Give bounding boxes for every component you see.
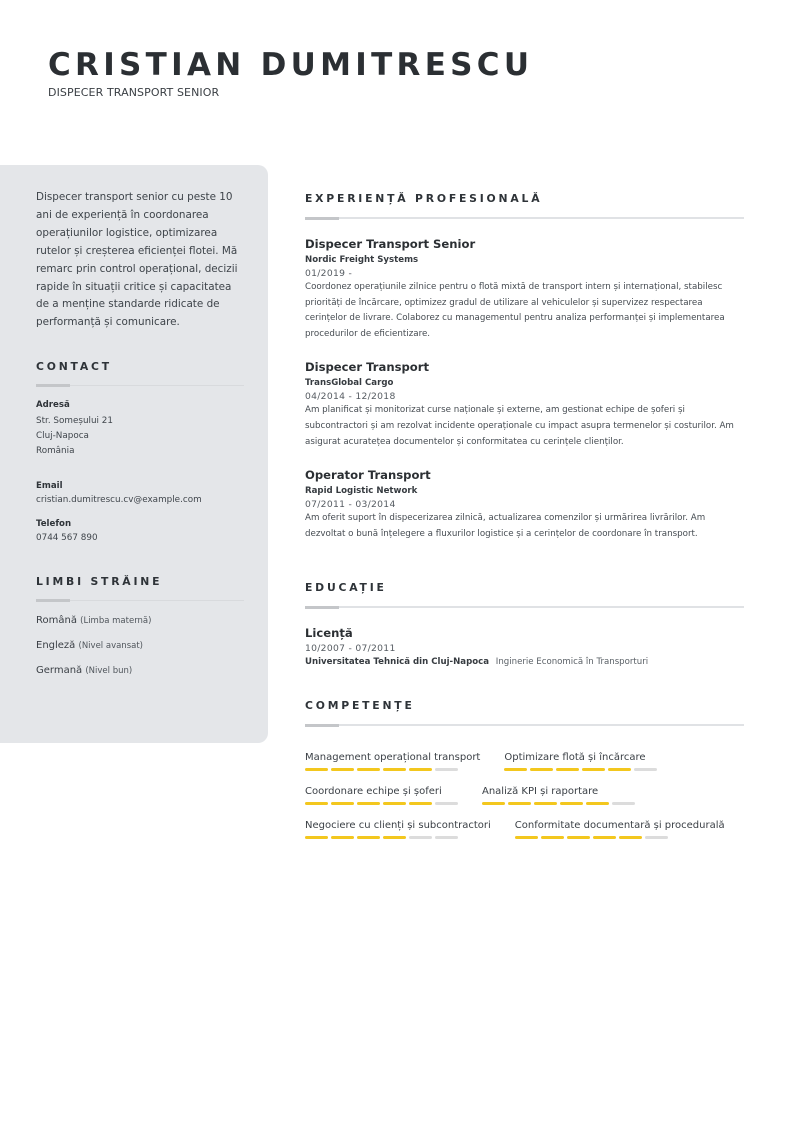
language-name: Română	[36, 615, 77, 626]
email-label: Email	[36, 481, 63, 491]
rating-segment-empty	[435, 768, 458, 771]
rating-segment-filled	[305, 802, 328, 805]
divider-accent	[305, 724, 339, 727]
rating-segment-filled	[504, 768, 527, 771]
rating-segment-filled	[409, 802, 432, 805]
skill-name: Analiză KPI și raportare	[482, 786, 599, 797]
address-line: Str. Someșului 21	[36, 416, 113, 426]
rating-segment-empty	[634, 768, 657, 771]
skill-rating	[305, 802, 458, 805]
language-level: (Limba maternă)	[80, 616, 152, 626]
job-description: Am planificat și monitorizat curse naționale și externe, am gestionat echipe de șoferi și subcontractori și am rezolvat incidente operaționale cu impact asupra termenelor și costurilor. Am asigurat acuratețea documentelor și conformitatea cu cerințele clienților.	[305, 405, 734, 447]
skill-list	[305, 752, 744, 839]
skill-item	[305, 820, 491, 839]
rating-segment-filled	[409, 768, 432, 771]
rating-segment-filled	[305, 836, 328, 839]
rating-segment-filled	[357, 768, 380, 771]
rating-segment-filled	[482, 802, 505, 805]
rating-segment-filled	[508, 802, 531, 805]
language-item	[36, 665, 244, 676]
section-divider	[305, 724, 744, 726]
job-company: Nordic Freight Systems	[305, 255, 419, 265]
rating-segment-filled	[619, 836, 642, 839]
skill-rating	[482, 802, 635, 805]
experience-heading: EXPERIENȚĂ PROFESIONALĂ	[305, 192, 543, 205]
job-dates: 07/2011 - 03/2014	[305, 499, 396, 511]
divider-accent	[305, 606, 339, 609]
email-link[interactable]: cristian.dumitrescu.cv@example.com	[36, 495, 202, 505]
job-dates: 01/2019 -	[305, 268, 353, 279]
skill-rating	[305, 836, 491, 839]
skill-item	[305, 786, 458, 805]
rating-segment-filled	[541, 836, 564, 839]
language-item	[36, 615, 244, 626]
skill-rating	[305, 768, 480, 771]
rating-segment-filled	[383, 836, 406, 839]
language-item	[36, 640, 244, 651]
phone-link[interactable]: 0744 567 890	[36, 533, 98, 543]
education-section	[305, 581, 744, 667]
language-level: (Nivel avansat)	[78, 641, 143, 651]
language-level: (Nivel bun)	[85, 666, 133, 676]
job-description: Coordonez operațiunile zilnice pentru o flotă mixtă de transport intern și internațional, stabilesc priorități de încărcare, optimizez gradul de utilizare al vehiculelor și supervizez respectarea cerințelor de livrare. Colaborez cu managementul pentru analiza performanței și implementarea procedurilor de eficientizare.	[305, 282, 725, 339]
rating-segment-filled	[556, 768, 579, 771]
skill-item	[504, 752, 657, 771]
rating-segment-filled	[357, 802, 380, 805]
job-title: Dispecer Transport Senior	[305, 237, 476, 251]
section-divider	[305, 606, 744, 608]
rating-segment-filled	[582, 768, 605, 771]
contact-section	[36, 360, 244, 546]
skill-name: Coordonare echipe și șoferi	[305, 786, 442, 797]
candidate-title: DISPECER TRANSPORT SENIOR	[48, 86, 220, 99]
divider-accent	[36, 599, 70, 602]
field-of-study: Inginerie Economică în Transporturi	[495, 657, 649, 667]
skill-item	[482, 786, 635, 805]
rating-segment-filled	[530, 768, 553, 771]
job-title: Operator Transport	[305, 468, 431, 483]
skill-item	[515, 820, 725, 839]
education-heading: EDUCAȚIE	[305, 581, 387, 594]
education-institution	[305, 657, 744, 667]
skills-heading: COMPETENȚE	[305, 699, 415, 712]
languages-section	[36, 575, 244, 676]
address-line: România	[36, 446, 75, 456]
divider-accent	[36, 384, 70, 387]
experience-section	[305, 192, 744, 542]
school-name: Universitatea Tehnică din Cluj-Napoca	[305, 657, 490, 667]
skill-name: Conformitate documentară și procedurală	[514, 820, 725, 831]
rating-segment-empty	[409, 836, 432, 839]
job-company: TransGlobal Cargo	[305, 378, 394, 389]
divider-accent	[305, 217, 339, 220]
resume-header	[48, 45, 533, 99]
rating-segment-filled	[586, 802, 609, 805]
address-value	[36, 414, 244, 459]
rating-segment-filled	[383, 768, 406, 771]
section-divider	[305, 217, 744, 219]
job-dates: 04/2014 - 12/2018	[305, 391, 396, 403]
candidate-name: CRISTIAN DUMITRESCU	[48, 47, 534, 83]
degree-title: Licență	[305, 626, 353, 640]
job-entry	[305, 360, 744, 450]
languages-heading: LIMBI STRĂINE	[36, 575, 163, 588]
rating-segment-filled	[567, 836, 590, 839]
section-divider	[36, 600, 244, 601]
skill-name: Negociere cu clienți și subcontractori	[305, 820, 491, 831]
rating-segment-empty	[435, 836, 458, 839]
rating-segment-filled	[515, 836, 538, 839]
rating-segment-filled	[608, 768, 631, 771]
rating-segment-empty	[645, 836, 668, 839]
rating-segment-filled	[560, 802, 583, 805]
rating-segment-filled	[331, 836, 354, 839]
rating-segment-filled	[534, 802, 557, 805]
job-company: Rapid Logistic Network	[305, 486, 418, 497]
rating-segment-empty	[612, 802, 635, 805]
skill-rating	[515, 836, 725, 839]
section-divider	[36, 385, 244, 386]
rating-segment-filled	[357, 836, 380, 839]
skill-item	[305, 752, 480, 771]
skill-name: Management operațional transport	[305, 752, 481, 763]
phone-label: Telefon	[36, 519, 72, 529]
job-title: Dispecer Transport	[305, 360, 430, 375]
sidebar	[0, 165, 268, 743]
job-description: Am oferit suport în dispecerizarea zilnică, actualizarea comenzilor și urmărirea livrărilor. Am dezvoltat o bună înțelegere a fluxurilor logistice și a cerințelor de coordonare în transport.	[305, 513, 706, 539]
rating-segment-filled	[383, 802, 406, 805]
profile-summary: Dispecer transport senior cu peste 10 ani de experiență în coordonarea operațiunilor logistice, optimizarea rutelor și creșterea eficienței flotei. Mă remarc prin control operațional, decizii rapide în situații critice și capacitatea de a menține standarde ridicate de performanță și comunicare.	[36, 191, 238, 329]
skills-section	[305, 699, 744, 839]
skill-rating	[504, 768, 657, 771]
skill-name: Optimizare flotă și încărcare	[504, 752, 646, 763]
job-entry	[305, 468, 744, 542]
rating-segment-filled	[305, 768, 328, 771]
rating-segment-empty	[435, 802, 458, 805]
address-label: Adresă	[36, 400, 70, 410]
education-dates: 10/2007 - 07/2011	[305, 643, 396, 654]
address-line: Cluj-Napoca	[36, 431, 89, 441]
rating-segment-filled	[593, 836, 616, 839]
language-name: Engleză	[36, 640, 76, 651]
rating-segment-filled	[331, 768, 354, 771]
job-entry	[305, 237, 744, 342]
contact-heading: CONTACT	[36, 360, 112, 373]
language-name: Germană	[36, 665, 83, 676]
rating-segment-filled	[331, 802, 354, 805]
